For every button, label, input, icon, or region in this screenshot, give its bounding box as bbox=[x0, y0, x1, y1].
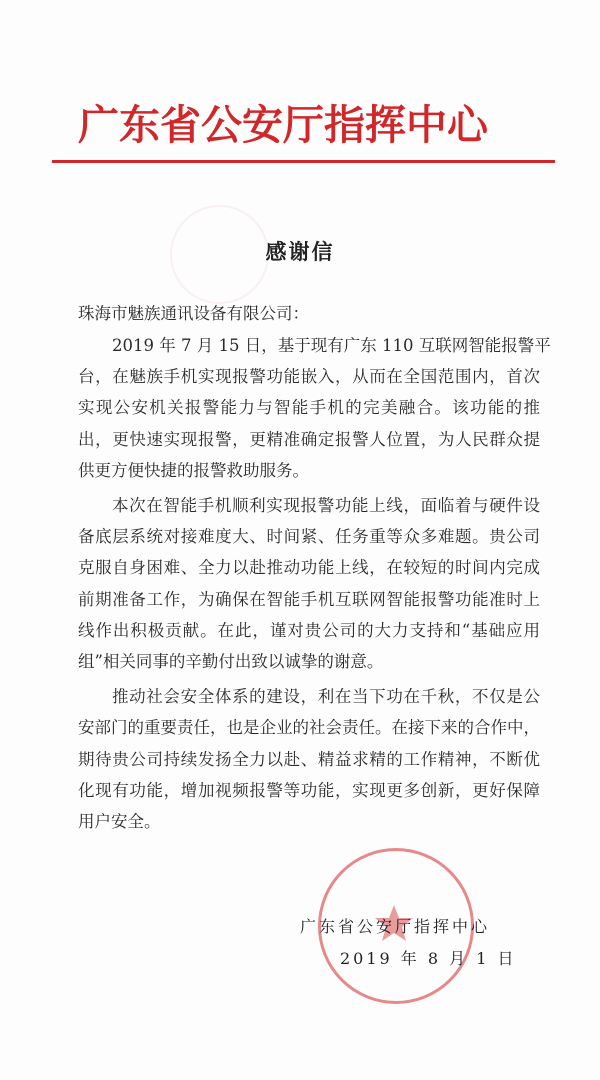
document-title: 感谢信 bbox=[265, 240, 335, 264]
paragraph-line: 组”相关同事的辛勤付出致以诚挚的谢意。 bbox=[78, 652, 384, 671]
signature-date: 2019 年 8 月 1 日 bbox=[340, 949, 517, 968]
paragraph-line: 期待贵公司持续发扬全力以赴、精益求精的工作精神，不断优 bbox=[78, 749, 540, 769]
paragraph-line: 2019 年 7 月 15 日，基于现有广东 110 互联网智能报警平 bbox=[112, 336, 551, 355]
paragraph-line: 备底层系统对接难度大、时间紧、任务重等众多难题。贵公司 bbox=[78, 527, 540, 547]
paragraph-line: 用户安全。 bbox=[78, 812, 161, 831]
letterhead-divider bbox=[52, 160, 555, 163]
paragraph-line: 推动社会安全体系的建设，利在当下功在千秋，不仅是公 bbox=[112, 687, 540, 707]
paragraph-line: 化现有功能，增加视频报警等功能，实现更多创新，更好保障 bbox=[78, 780, 540, 800]
paragraph-line: 前期准备工作，为确保在智能手机互联网智能报警功能准时上 bbox=[78, 589, 540, 609]
paragraph-line: 线作出积极贡献。在此，谨对贵公司的大力支持和“基础应用 bbox=[78, 620, 540, 640]
signature-org: 广东省公安厅指挥中心 bbox=[300, 917, 491, 936]
paragraph-line: 出，更快速实现报警，更精准确定报警人位置，为人民群众提 bbox=[78, 429, 540, 449]
letterhead-org-name: 广东省公安厅指挥中心 bbox=[78, 101, 488, 149]
salutation: 珠海市魅族通讯设备有限公司： bbox=[78, 304, 309, 323]
paragraph-line: 克服自身困难、全力以赴推动功能上线，在较短的时间内完成 bbox=[78, 558, 540, 578]
paragraph-line: 台，在魅族手机实现报警功能嵌入，从而在全国范围内，首次 bbox=[78, 367, 540, 387]
paragraph-line: 供更方便快捷的报警救助服务。 bbox=[78, 460, 309, 480]
paragraph-line: 实现公安机关报警能力与智能手机的完美融合。该功能的推 bbox=[78, 398, 540, 418]
paragraph-line: 本次在智能手机顺利实现报警功能上线，面临着与硬件设 bbox=[112, 496, 540, 515]
paragraph-line: 安部门的重要责任，也是企业的社会责任。在接下来的合作中， bbox=[78, 718, 540, 738]
